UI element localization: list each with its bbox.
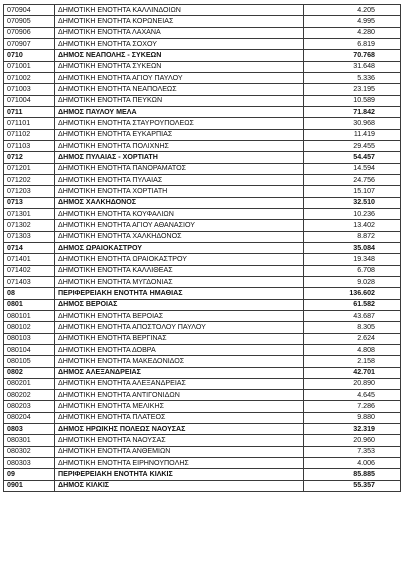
table-row	[4, 254, 401, 265]
row-code: 071203	[4, 186, 55, 197]
table-row	[4, 84, 401, 95]
row-code: 0713	[4, 197, 55, 208]
row-value: 61.582	[304, 299, 401, 310]
row-name: ΠΕΡΙΦΕΡΕΙΑΚΗ ΕΝΟΤΗΤΑ ΗΜΑΘΙΑΣ	[55, 288, 304, 299]
row-name: ΔΗΜΟΤΙΚΗ ΕΝΟΤΗΤΑ ΕΙΡΗΝΟΥΠΟΛΗΣ	[55, 458, 304, 469]
table-row	[4, 186, 401, 197]
row-name: ΔΗΜΟΤΙΚΗ ΕΝΟΤΗΤΑ ΜΥΓΔΟΝΙΑΣ	[55, 276, 304, 287]
row-value: 2.624	[304, 333, 401, 344]
row-value: 20.890	[304, 378, 401, 389]
table-row	[4, 310, 401, 321]
row-value: 55.357	[304, 480, 401, 491]
row-name: ΔΗΜΟΣ ΩΡΑΙΟΚΑΣΤΡΟΥ	[55, 242, 304, 253]
table-row	[4, 95, 401, 106]
row-code: 080302	[4, 446, 55, 457]
row-code: 0803	[4, 424, 55, 435]
row-name: ΔΗΜΟΤΙΚΗ ΕΝΟΤΗΤΑ ΛΑΧΑΝΑ	[55, 27, 304, 38]
row-value: 35.084	[304, 242, 401, 253]
row-value: 4.995	[304, 16, 401, 27]
row-value: 23.195	[304, 84, 401, 95]
table-row	[4, 16, 401, 27]
row-name: ΔΗΜΟΤΙΚΗ ΕΝΟΤΗΤΑ ΝΑΟΥΣΑΣ	[55, 435, 304, 446]
table-row	[4, 129, 401, 140]
row-code: 080105	[4, 356, 55, 367]
row-code: 0801	[4, 299, 55, 310]
table-row	[4, 401, 401, 412]
row-value: 32.319	[304, 424, 401, 435]
row-value: 10.236	[304, 208, 401, 219]
row-value: 42.701	[304, 367, 401, 378]
row-code: 071303	[4, 231, 55, 242]
table-row	[4, 118, 401, 129]
row-name: ΔΗΜΟΤΙΚΗ ΕΝΟΤΗΤΑ ΑΝΤΙΓΟΝΙΔΩΝ	[55, 390, 304, 401]
table-row	[4, 412, 401, 423]
row-name: ΔΗΜΟΤΙΚΗ ΕΝΟΤΗΤΑ ΧΑΛΚΗΔΟΝΟΣ	[55, 231, 304, 242]
table-row	[4, 299, 401, 310]
table-row	[4, 152, 401, 163]
row-code: 070904	[4, 5, 55, 16]
table-row	[4, 446, 401, 457]
row-code: 080202	[4, 390, 55, 401]
row-name: ΔΗΜΟΤΙΚΗ ΕΝΟΤΗΤΑ ΣΥΚΕΩΝ	[55, 61, 304, 72]
row-code: 080203	[4, 401, 55, 412]
row-code: 071401	[4, 254, 55, 265]
row-value: 29.455	[304, 140, 401, 151]
row-name: ΔΗΜΟΤΙΚΗ ΕΝΟΤΗΤΑ ΚΟΥΦΑΛΙΩΝ	[55, 208, 304, 219]
row-code: 071001	[4, 61, 55, 72]
row-code: 0711	[4, 106, 55, 117]
row-value: 10.589	[304, 95, 401, 106]
row-name: ΔΗΜΟΤΙΚΗ ΕΝΟΤΗΤΑ ΜΑΚΕΔΟΝΙΔΟΣ	[55, 356, 304, 367]
row-code: 080104	[4, 344, 55, 355]
row-value: 4.280	[304, 27, 401, 38]
row-code: 08	[4, 288, 55, 299]
row-code: 080301	[4, 435, 55, 446]
row-name: ΔΗΜΟΤΙΚΗ ΕΝΟΤΗΤΑ ΠΥΛΑΙΑΣ	[55, 174, 304, 185]
table-row	[4, 5, 401, 16]
row-name: ΔΗΜΟΤΙΚΗ ΕΝΟΤΗΤΑ ΣΟΧΟΥ	[55, 38, 304, 49]
table-body	[4, 5, 401, 492]
table-row	[4, 390, 401, 401]
row-name: ΔΗΜΟΣ ΠΑΥΛΟΥ ΜΕΛΑ	[55, 106, 304, 117]
table-row	[4, 61, 401, 72]
row-name: ΔΗΜΟΤΙΚΗ ΕΝΟΤΗΤΑ ΕΥΚΑΡΠΙΑΣ	[55, 129, 304, 140]
row-code: 071003	[4, 84, 55, 95]
row-value: 5.336	[304, 72, 401, 83]
row-value: 8.305	[304, 322, 401, 333]
row-name: ΔΗΜΟΤΙΚΗ ΕΝΟΤΗΤΑ ΚΑΛΛΙΝΔΟΙΩΝ	[55, 5, 304, 16]
row-code: 0802	[4, 367, 55, 378]
row-name: ΔΗΜΟΤΙΚΗ ΕΝΟΤΗΤΑ ΚΑΛΛΙΘΕΑΣ	[55, 265, 304, 276]
row-name: ΔΗΜΟΤΙΚΗ ΕΝΟΤΗΤΑ ΒΕΡΓΙΝΑΣ	[55, 333, 304, 344]
row-code: 070906	[4, 27, 55, 38]
row-value: 71.842	[304, 106, 401, 117]
table-row	[4, 378, 401, 389]
table-row	[4, 106, 401, 117]
row-value: 70.768	[304, 50, 401, 61]
row-name: ΔΗΜΟΤΙΚΗ ΕΝΟΤΗΤΑ ΠΕΥΚΩΝ	[55, 95, 304, 106]
row-name: ΔΗΜΟΤΙΚΗ ΕΝΟΤΗΤΑ ΑΓΙΟΥ ΠΑΥΛΟΥ	[55, 72, 304, 83]
row-code: 071101	[4, 118, 55, 129]
row-code: 071004	[4, 95, 55, 106]
row-value: 7.286	[304, 401, 401, 412]
table-row	[4, 38, 401, 49]
row-value: 15.107	[304, 186, 401, 197]
row-name: ΔΗΜΟΤΙΚΗ ΕΝΟΤΗΤΑ ΔΟΒΡΑ	[55, 344, 304, 355]
row-name: ΔΗΜΟΣ ΚΙΛΚΙΣ	[55, 480, 304, 491]
row-code: 071402	[4, 265, 55, 276]
row-name: ΔΗΜΟΣ ΠΥΛΑΙΑΣ - ΧΟΡΤΙΑΤΗ	[55, 152, 304, 163]
table-row	[4, 435, 401, 446]
row-name: ΔΗΜΟΤΙΚΗ ΕΝΟΤΗΤΑ ΑΝΘΕΜΙΩΝ	[55, 446, 304, 457]
row-value: 85.885	[304, 469, 401, 480]
table-row	[4, 458, 401, 469]
row-code: 070905	[4, 16, 55, 27]
table-row	[4, 322, 401, 333]
table-row	[4, 140, 401, 151]
row-value: 19.348	[304, 254, 401, 265]
row-code: 080204	[4, 412, 55, 423]
row-code: 071302	[4, 220, 55, 231]
table-row	[4, 242, 401, 253]
row-name: ΔΗΜΟΤΙΚΗ ΕΝΟΤΗΤΑ ΣΤΑΥΡΟΥΠΟΛΕΩΣ	[55, 118, 304, 129]
row-code: 080103	[4, 333, 55, 344]
row-name: ΔΗΜΟΤΙΚΗ ΕΝΟΤΗΤΑ ΠΟΛΙΧΝΗΣ	[55, 140, 304, 151]
row-code: 0712	[4, 152, 55, 163]
table-row	[4, 344, 401, 355]
row-value: 14.594	[304, 163, 401, 174]
row-name: ΔΗΜΟΤΙΚΗ ΕΝΟΤΗΤΑ ΒΕΡΟΙΑΣ	[55, 310, 304, 321]
row-value: 7.353	[304, 446, 401, 457]
row-name: ΔΗΜΟΤΙΚΗ ΕΝΟΤΗΤΑ ΩΡΑΙΟΚΑΣΤΡΟΥ	[55, 254, 304, 265]
table-row	[4, 174, 401, 185]
table-row	[4, 197, 401, 208]
row-code: 0710	[4, 50, 55, 61]
row-name: ΔΗΜΟΣ ΝΕΑΠΟΛΗΣ - ΣΥΚΕΩΝ	[55, 50, 304, 61]
row-name: ΔΗΜΟΤΙΚΗ ΕΝΟΤΗΤΑ ΝΕΑΠΟΛΕΩΣ	[55, 84, 304, 95]
row-code: 080303	[4, 458, 55, 469]
row-value: 8.872	[304, 231, 401, 242]
row-name: ΔΗΜΟΣ ΧΑΛΚΗΔΟΝΟΣ	[55, 197, 304, 208]
row-value: 24.756	[304, 174, 401, 185]
row-value: 4.808	[304, 344, 401, 355]
row-code: 071201	[4, 163, 55, 174]
table-row	[4, 231, 401, 242]
row-code: 071202	[4, 174, 55, 185]
row-value: 9.028	[304, 276, 401, 287]
row-value: 13.402	[304, 220, 401, 231]
row-value: 31.648	[304, 61, 401, 72]
table-row	[4, 424, 401, 435]
table-row	[4, 469, 401, 480]
row-value: 9.880	[304, 412, 401, 423]
row-name: ΔΗΜΟΤΙΚΗ ΕΝΟΤΗΤΑ ΑΛΕΞΑΝΔΡΕΙΑΣ	[55, 378, 304, 389]
table-row	[4, 367, 401, 378]
row-code: 071301	[4, 208, 55, 219]
table-row	[4, 276, 401, 287]
table-row	[4, 72, 401, 83]
row-value: 6.819	[304, 38, 401, 49]
row-name: ΔΗΜΟΤΙΚΗ ΕΝΟΤΗΤΑ ΠΛΑΤΕΟΣ	[55, 412, 304, 423]
row-value: 11.419	[304, 129, 401, 140]
row-code: 071002	[4, 72, 55, 83]
row-name: ΔΗΜΟΣ ΒΕΡΟΙΑΣ	[55, 299, 304, 310]
row-name: ΔΗΜΟΤΙΚΗ ΕΝΟΤΗΤΑ ΑΠΟΣΤΟΛΟΥ ΠΑΥΛΟΥ	[55, 322, 304, 333]
row-name: ΔΗΜΟΣ ΗΡΩΙΚΗΣ ΠΟΛΕΩΣ ΝΑΟΥΣΑΣ	[55, 424, 304, 435]
row-name: ΔΗΜΟΤΙΚΗ ΕΝΟΤΗΤΑ ΜΕΛΙΚΗΣ	[55, 401, 304, 412]
row-name: ΔΗΜΟΤΙΚΗ ΕΝΟΤΗΤΑ ΚΟΡΩΝΕΙΑΣ	[55, 16, 304, 27]
row-value: 6.708	[304, 265, 401, 276]
row-code: 071102	[4, 129, 55, 140]
row-value: 32.510	[304, 197, 401, 208]
row-value: 20.960	[304, 435, 401, 446]
row-code: 080102	[4, 322, 55, 333]
row-value: 4.006	[304, 458, 401, 469]
row-value: 54.457	[304, 152, 401, 163]
table-row	[4, 50, 401, 61]
population-table	[3, 4, 401, 492]
table-row	[4, 333, 401, 344]
row-name: ΠΕΡΙΦΕΡΕΙΑΚΗ ΕΝΟΤΗΤΑ ΚΙΛΚΙΣ	[55, 469, 304, 480]
row-code: 071403	[4, 276, 55, 287]
row-name: ΔΗΜΟΤΙΚΗ ΕΝΟΤΗΤΑ ΑΓΙΟΥ ΑΘΑΝΑΣΙΟΥ	[55, 220, 304, 231]
table-row	[4, 265, 401, 276]
row-code: 080201	[4, 378, 55, 389]
row-value: 2.158	[304, 356, 401, 367]
row-value: 4.205	[304, 5, 401, 16]
table-row	[4, 27, 401, 38]
row-value: 43.687	[304, 310, 401, 321]
row-value: 4.645	[304, 390, 401, 401]
row-value: 30.968	[304, 118, 401, 129]
row-code: 070907	[4, 38, 55, 49]
table-row	[4, 356, 401, 367]
table-row	[4, 480, 401, 491]
table-row	[4, 288, 401, 299]
row-name: ΔΗΜΟΣ ΑΛΕΞΑΝΔΡΕΙΑΣ	[55, 367, 304, 378]
row-value: 136.602	[304, 288, 401, 299]
table-row	[4, 208, 401, 219]
row-code: 0901	[4, 480, 55, 491]
table-row	[4, 220, 401, 231]
row-code: 080101	[4, 310, 55, 321]
row-name: ΔΗΜΟΤΙΚΗ ΕΝΟΤΗΤΑ ΠΑΝΟΡΑΜΑΤΟΣ	[55, 163, 304, 174]
table-row	[4, 163, 401, 174]
row-name: ΔΗΜΟΤΙΚΗ ΕΝΟΤΗΤΑ ΧΟΡΤΙΑΤΗ	[55, 186, 304, 197]
row-code: 09	[4, 469, 55, 480]
row-code: 0714	[4, 242, 55, 253]
row-code: 071103	[4, 140, 55, 151]
